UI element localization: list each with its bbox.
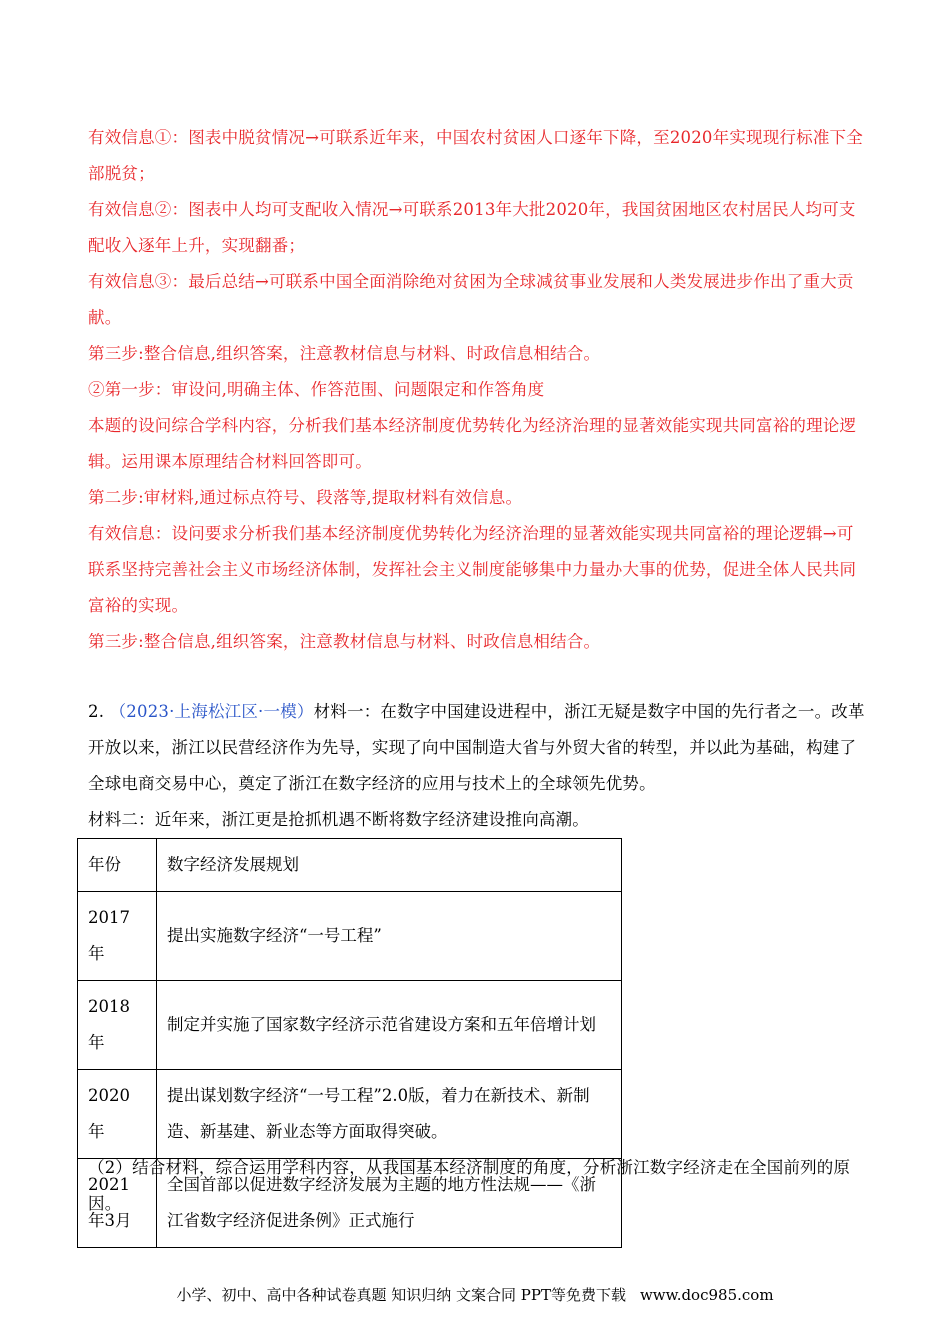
material-1-text: 材料一：在数字中国建设进程中，浙江无疑是数字中国的先行者之一。改革开放以来，浙江以民营经济作为先导，实现了向中国制造大省与外贸大省的转型，并以此为基础，构建了全球电商交易中心，奠定了浙江在数字经济的应用与技术上的全球领先优势。 (88, 702, 865, 793)
table-cell-plan: 制定并实施了国家数字经济示范省建设方案和五年倍增计划 (157, 981, 622, 1070)
table-header-year: 年份 (78, 839, 157, 892)
footer-text: 小学、初中、高中各种试卷真题 知识归纳 文案合同 PPT等免费下载 (176, 1286, 626, 1304)
table-cell-year: 2017年 (78, 892, 157, 981)
step-three-text-2: 第三步:整合信息,组织答案，注意教材信息与材料、时政信息相结合。 (88, 632, 601, 651)
table-cell-plan: 提出谋划数字经济“一号工程”2.0版，着力在新技术、新制造、新基建、新业态等方面取得突破。 (157, 1070, 622, 1159)
table-row (78, 1070, 622, 1159)
step-two-text: 第二步:审材料,通过标点符号、段落等,提取材料有效信息。 (88, 488, 523, 507)
table-row (78, 892, 622, 981)
table-cell-year: 2021年3月 (78, 1159, 157, 1248)
question-number: 2. (88, 702, 105, 721)
material-2-text: 材料二：近年来，浙江更是抢抓机遇不断将数字经济建设推向高潮。 (88, 810, 589, 829)
table-cell-plan: 提出实施数字经济“一号工程” (157, 892, 622, 981)
table-cell-plan: 全国首部以促进数字经济发展为主题的地方性法规——《浙江省数字经济促进条例》正式施行 (157, 1159, 622, 1248)
question-2-material-1 (88, 694, 868, 802)
effective-info-1: 有效信息①：图表中脱贫情况→可联系近年来，中国农村贫困人口逐年下降，至2020年实现现行标准下全部脱贫； (88, 128, 863, 183)
question-analysis-text: 本题的设问综合学科内容，分析我们基本经济制度优势转化为经济治理的显著效能实现共同富裕的理论逻辑。运用课本原理结合材料回答即可。 (88, 416, 857, 471)
step-three-text: 第三步:整合信息,组织答案，注意教材信息与材料、时政信息相结合。 (88, 344, 601, 363)
effective-info-3: 有效信息③：最后总结→可联系中国全面消除绝对贫困为全球减贫事业发展和人类发展进步作出了重大贡献。 (88, 272, 854, 327)
table-row (78, 981, 622, 1070)
table-header-plan: 数字经济发展规划 (157, 839, 622, 892)
table-cell-year: 2020年 (78, 1070, 157, 1159)
step-one-text: ②第一步：审设问,明确主体、作答范围、问题限定和作答角度 (88, 380, 545, 399)
table-header-row (78, 839, 622, 892)
table-cell-year: 2018年 (78, 981, 157, 1070)
question-source: （2023·上海松江区·一模） (109, 702, 314, 721)
effective-info-2: 有效信息②：图表中人均可支配收入情况→可联系2013年大批2020年，我国贫困地区农村居民人均可支配收入逐年上升，实现翻番； (88, 200, 856, 255)
footer-site-link[interactable]: www.doc985.com (639, 1286, 774, 1304)
effective-info-text: 有效信息：设问要求分析我们基本经济制度优势转化为经济治理的显著效能实现共同富裕的理论逻辑→可联系坚持完善社会主义市场经济体制，发挥社会主义制度能够集中力量办大事的优势，促进全体人民共同富裕的实现。 (88, 524, 857, 615)
sub-question-2: （2）结合材料，综合运用学科内容，从我国基本经济制度的角度，分析浙江数字经济走在全国前列的原因。 (88, 1158, 851, 1213)
page-footer (0, 1284, 950, 1305)
